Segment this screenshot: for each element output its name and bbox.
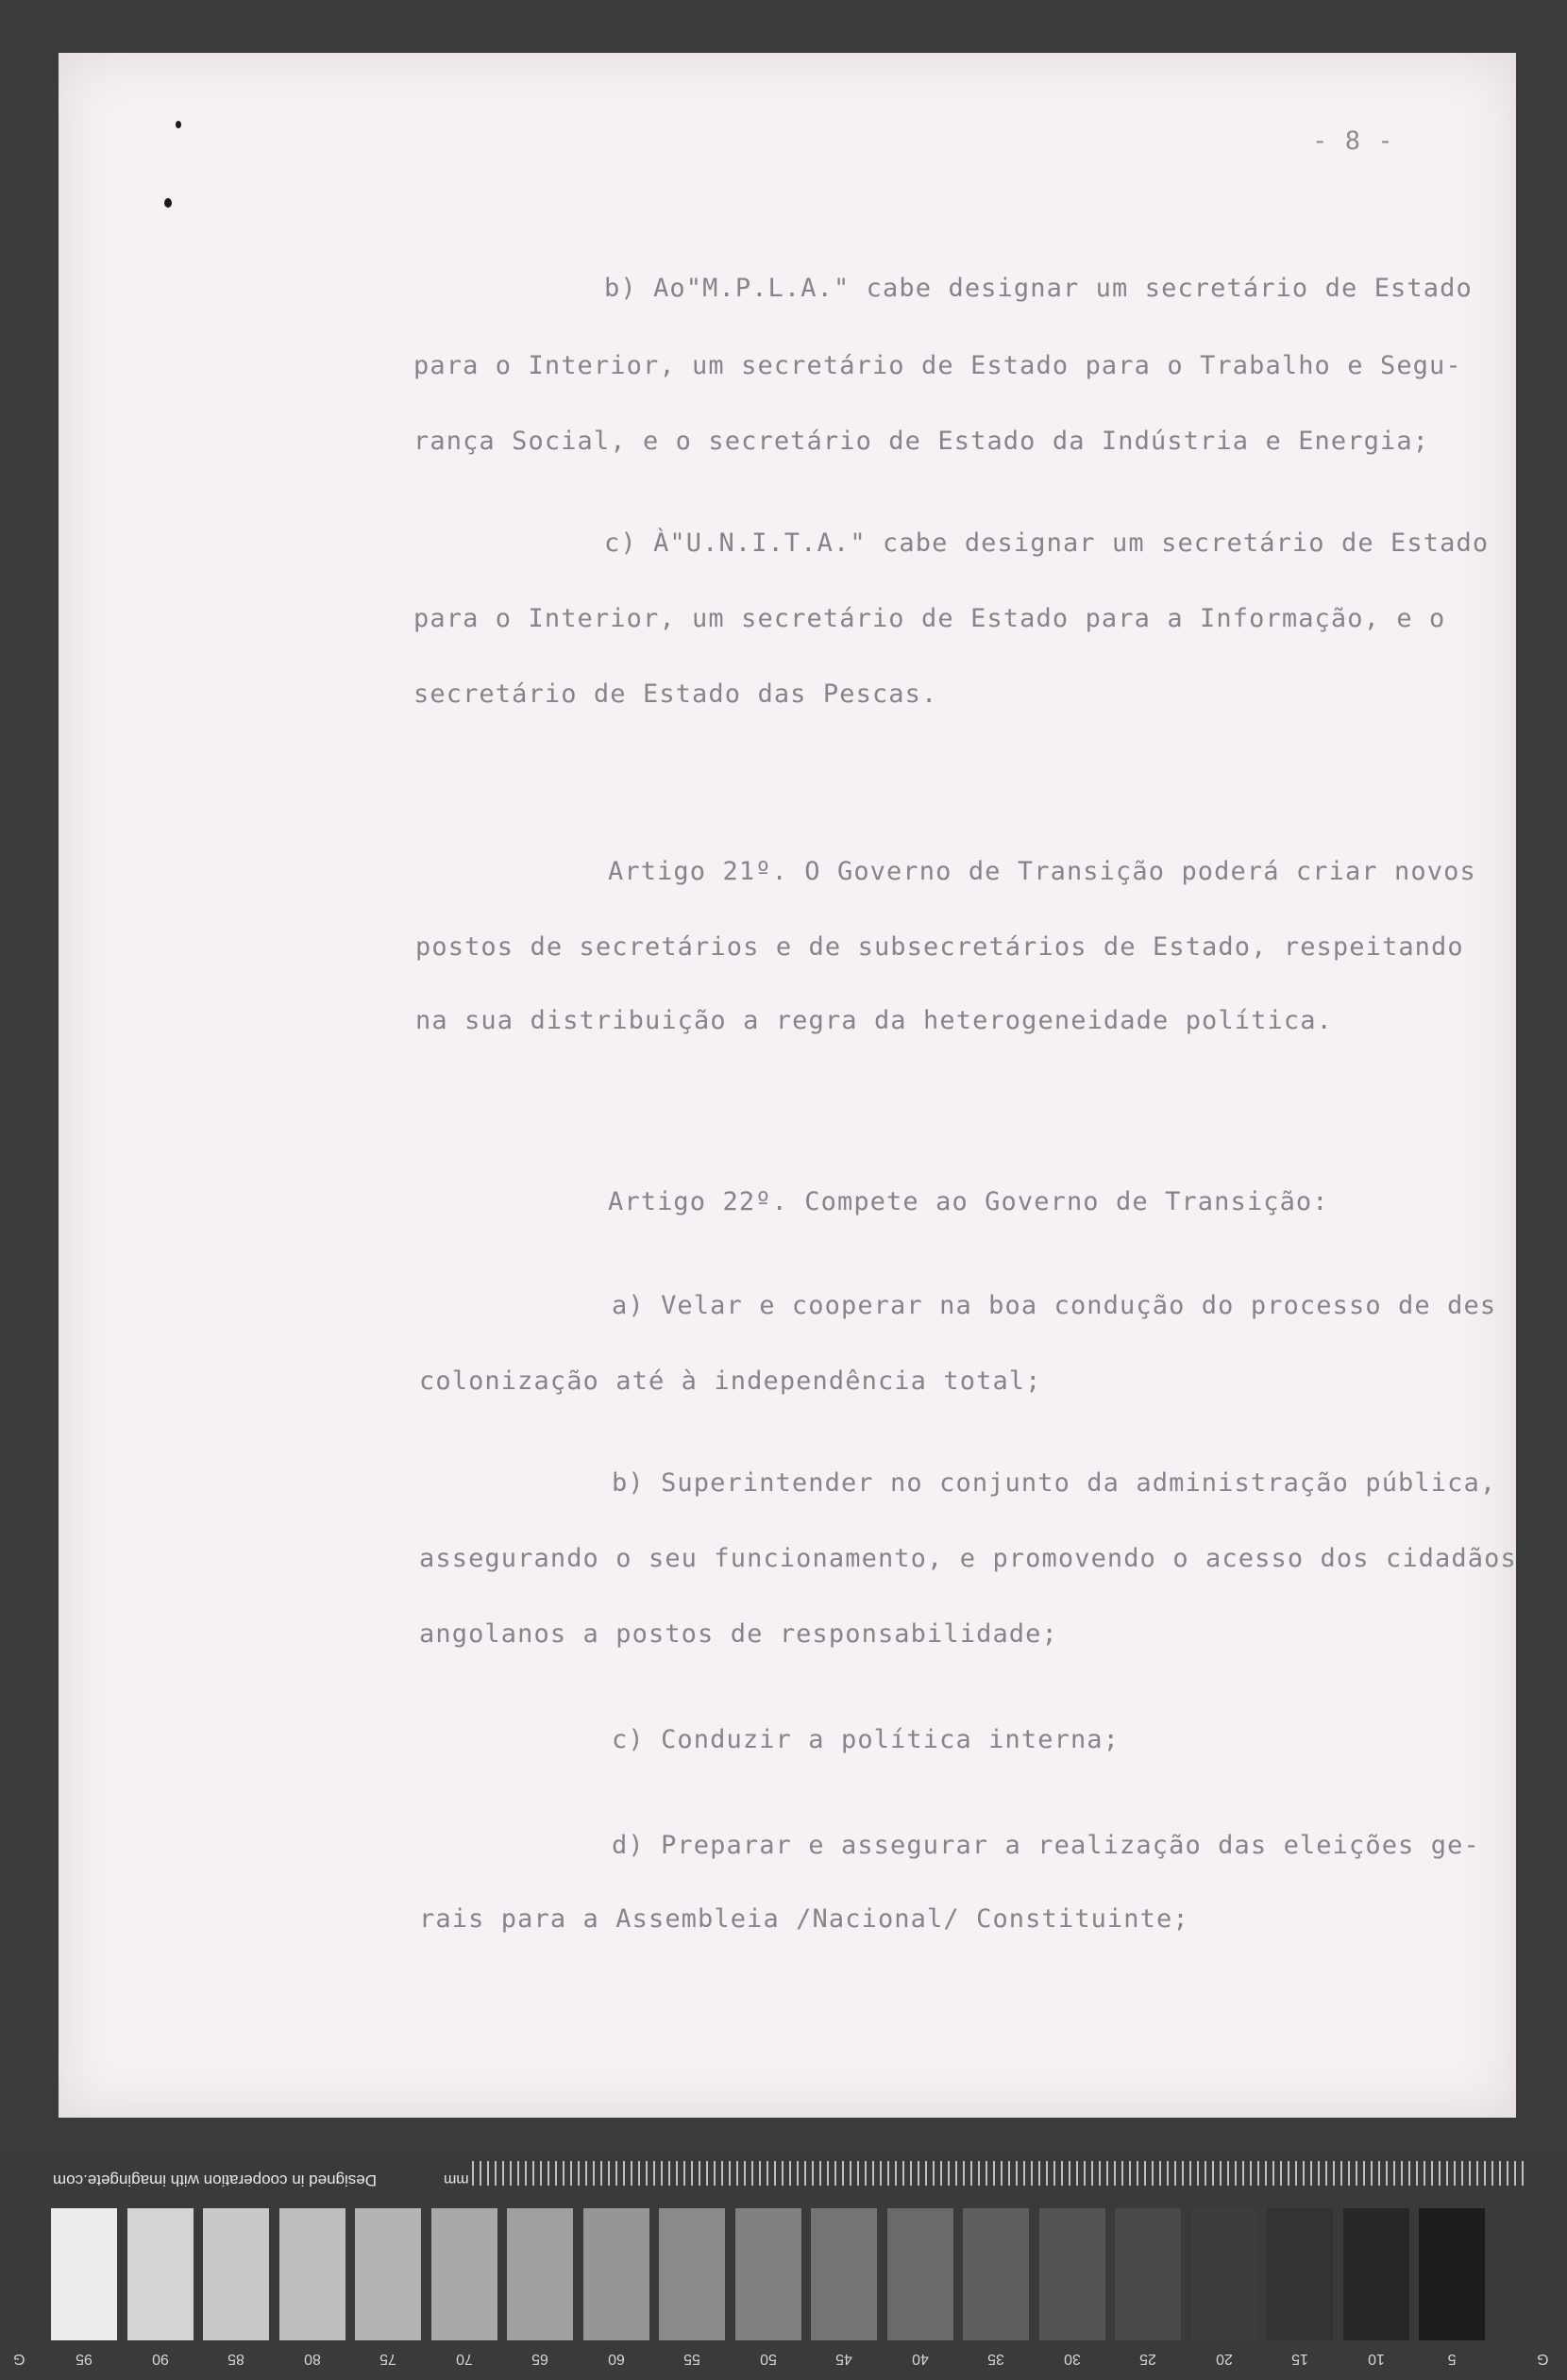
grey-patch bbox=[811, 2208, 877, 2340]
grey-patch-label: 80 bbox=[303, 2351, 321, 2367]
grey-patch-label: 45 bbox=[835, 2351, 852, 2367]
text-line: d) Preparar e assegurar a realização das eleições ge- bbox=[612, 1831, 1480, 1860]
ruler-unit: mm bbox=[444, 2171, 469, 2187]
grey-patch-label: 30 bbox=[1063, 2351, 1081, 2367]
grey-patch bbox=[1343, 2208, 1409, 2340]
grey-patch bbox=[1115, 2208, 1181, 2340]
grey-patch-label: 10 bbox=[1367, 2351, 1385, 2367]
grey-patch-label: 20 bbox=[1215, 2351, 1233, 2367]
grey-patch-label: 55 bbox=[683, 2351, 700, 2367]
text-line: colonização até à independência total; bbox=[419, 1366, 1042, 1396]
text-line: para o Interior, um secretário de Estado para a Informação, e o bbox=[413, 604, 1446, 633]
ink-speck bbox=[176, 121, 181, 128]
grey-patch bbox=[1191, 2208, 1257, 2340]
grey-patch bbox=[51, 2208, 117, 2340]
grey-patch-label: 75 bbox=[379, 2351, 396, 2367]
grey-patch bbox=[127, 2208, 194, 2340]
text-line: b) Superintender no conjunto da administração pública, bbox=[612, 1468, 1497, 1498]
text-line: b) Ao"M.P.L.A." cabe designar um secretário de Estado bbox=[604, 274, 1473, 303]
text-line: secretário de Estado das Pescas. bbox=[413, 679, 938, 709]
text-line: a) Velar e cooperar na boa condução do processo de des bbox=[612, 1291, 1497, 1320]
text-line: postos de secretários e de subsecretários de Estado, respeitando bbox=[415, 932, 1464, 962]
grey-patch-label: 35 bbox=[987, 2351, 1004, 2367]
grey-patch bbox=[887, 2208, 953, 2340]
grey-patch-label: 5 bbox=[1447, 2351, 1457, 2367]
grey-patch-label: 40 bbox=[911, 2351, 929, 2367]
grey-patch-label: 50 bbox=[759, 2351, 777, 2367]
grey-patch bbox=[659, 2208, 725, 2340]
grey-patch bbox=[431, 2208, 497, 2340]
grey-patch-label: 85 bbox=[227, 2351, 244, 2367]
grey-patch bbox=[1267, 2208, 1333, 2340]
text-line: para o Interior, um secretário de Estado para o Trabalho e Segu- bbox=[413, 351, 1462, 380]
grey-patch-label: 95 bbox=[76, 2351, 93, 2367]
text-line: Artigo 22º. Compete ao Governo de Transição: bbox=[608, 1187, 1329, 1216]
grey-patch bbox=[583, 2208, 649, 2340]
grey-patch bbox=[203, 2208, 269, 2340]
grey-patch bbox=[963, 2208, 1029, 2340]
text-line: c) À"U.N.I.T.A." cabe designar um secretário de Estado bbox=[604, 528, 1490, 558]
text-line: assegurando o seu funcionamento, e promovendo o acesso dos cidadãos bbox=[419, 1544, 1517, 1573]
text-line: Artigo 21º. O Governo de Transição poderá criar novos bbox=[608, 857, 1476, 886]
grey-patch-label: 90 bbox=[151, 2351, 169, 2367]
edge-label: G bbox=[13, 2351, 25, 2367]
page-number: - 8 - bbox=[1312, 126, 1394, 156]
text-line: angolanos a postos de responsabilidade; bbox=[419, 1619, 1058, 1649]
grey-patch bbox=[507, 2208, 573, 2340]
text-line: rança Social, e o secretário de Estado da Indústria e Energia; bbox=[413, 427, 1430, 456]
scanner-credit: Designed in cooperation with imagingete.com bbox=[53, 2171, 378, 2189]
text-line: rais para a Assembleia /Nacional/ Constituinte; bbox=[419, 1904, 1189, 1934]
grey-patch-label: 65 bbox=[531, 2351, 548, 2367]
ink-speck bbox=[164, 198, 172, 208]
grey-patch bbox=[1039, 2208, 1105, 2340]
grey-patch-label: 15 bbox=[1291, 2351, 1308, 2367]
grey-patch-label: 25 bbox=[1139, 2351, 1156, 2367]
grey-patch-label: 70 bbox=[455, 2351, 473, 2367]
grey-patch-label: 60 bbox=[607, 2351, 625, 2367]
text-line: c) Conduzir a política interna; bbox=[612, 1725, 1120, 1754]
grey-patch bbox=[735, 2208, 801, 2340]
edge-label: G bbox=[1537, 2351, 1549, 2367]
mm-ruler bbox=[472, 2161, 1529, 2186]
grey-patch bbox=[1419, 2208, 1485, 2340]
text-line: na sua distribuição a regra da heterogeneidade política. bbox=[415, 1006, 1333, 1035]
grey-patch bbox=[355, 2208, 421, 2340]
grey-patch bbox=[279, 2208, 345, 2340]
